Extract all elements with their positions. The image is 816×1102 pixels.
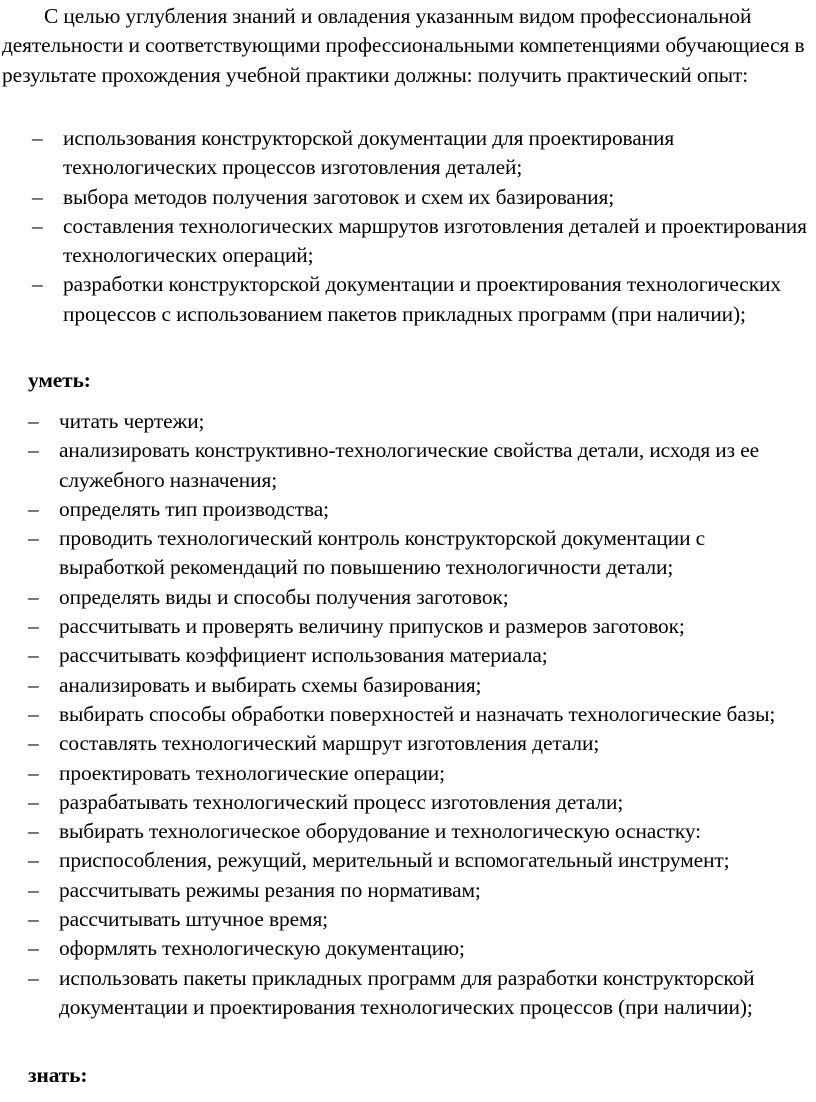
list-item <box>28 846 813 875</box>
list-item <box>32 270 813 329</box>
dash-bullet: – <box>32 184 43 209</box>
list-item <box>28 934 813 963</box>
dash-bullet: – <box>28 701 39 726</box>
list-item-text: составления технологических маршрутов изготовления деталей и проектирования технологических операций; <box>63 213 807 268</box>
list-item-text: определять виды и способы получения заготовок; <box>59 584 509 609</box>
list-item <box>32 212 813 271</box>
list-item-text: читать чертежи; <box>59 409 205 433</box>
dash-bullet: – <box>32 213 43 238</box>
dash-bullet: – <box>28 672 39 697</box>
list-item-text: рассчитывать коэффициент использования материала; <box>59 643 548 668</box>
dash-bullet: – <box>28 819 39 844</box>
list-item-text: оформлять технологическую документацию; <box>59 936 465 961</box>
list-item <box>28 729 813 758</box>
list-item-text: использования конструкторской документации для проектирования технологических процессов изготовления деталей; <box>63 126 675 180</box>
list-item <box>28 524 813 583</box>
list-item <box>28 495 813 524</box>
list-item <box>28 759 813 788</box>
list-item <box>28 817 813 846</box>
dash-bullet: – <box>28 907 39 932</box>
skills-list <box>28 407 813 1022</box>
list-item-text: проводить технологический контроль конструкторской документации с выработкой рекомендаций по повышению технологичности детали; <box>59 526 706 580</box>
list-item <box>28 641 813 670</box>
list-item <box>28 700 813 729</box>
dash-bullet: – <box>28 409 39 433</box>
list-item-text: составлять технологический маршрут изготовления детали; <box>59 731 600 756</box>
dash-bullet: – <box>32 126 43 150</box>
intro-paragraph: С целью углубления знаний и овладения указанным видом профессиональной деятельности и соответствующими профессиональными компетенциями обучающиеся в результате прохождения учебной практики должны: получить практический опыт: <box>2 4 805 87</box>
list-item-text: рассчитывать режимы резания по нормативам; <box>59 877 481 902</box>
list-item-text: проектировать технологические операции; <box>59 760 445 785</box>
list-item <box>28 612 813 641</box>
experience-list <box>32 124 813 329</box>
dash-bullet: – <box>28 496 39 521</box>
dash-bullet: – <box>28 584 39 609</box>
list-item-text: определять тип производства; <box>59 496 329 521</box>
list-item <box>28 905 813 934</box>
dash-bullet: – <box>28 760 39 785</box>
list-item-text: разрабатывать технологический процесс изготовления детали; <box>59 789 624 814</box>
list-item <box>32 124 813 183</box>
dash-bullet: – <box>28 614 39 639</box>
list-item-text: выбирать способы обработки поверхностей и назначать технологические базы; <box>59 701 776 726</box>
dash-bullet: – <box>28 848 39 873</box>
knowledge-heading: знать: <box>28 1063 88 1087</box>
dash-bullet: – <box>28 438 39 463</box>
list-item <box>28 436 813 495</box>
list-item <box>28 788 813 817</box>
list-item <box>28 583 813 612</box>
list-item <box>28 407 813 436</box>
list-item-text: анализировать и выбирать схемы базирования; <box>59 672 482 697</box>
dash-bullet: – <box>32 272 43 297</box>
list-item-text: анализировать конструктивно-технологические свойства детали, исходя из ее служебного назначения; <box>59 438 760 492</box>
list-item-text: использовать пакеты прикладных программ для разработки конструкторской документации и проектирования технологических процессов (при наличии); <box>59 965 755 1019</box>
list-item-text: разработки конструкторской документации и проектирования технологических процессов с использованием пакетов прикладных программ (при наличии); <box>63 272 781 326</box>
skills-heading: уметь: <box>28 368 91 392</box>
dash-bullet: – <box>28 877 39 902</box>
dash-bullet: – <box>28 526 39 551</box>
list-item <box>28 671 813 700</box>
list-item-text: выбора методов получения заготовок и схем их базирования; <box>63 184 615 209</box>
dash-bullet: – <box>28 731 39 756</box>
list-item <box>32 183 813 212</box>
list-item-text: рассчитывать и проверять величину припусков и размеров заготовок; <box>59 614 685 639</box>
dash-bullet: – <box>28 643 39 668</box>
list-item-text: приспособления, режущий, мерительный и вспомогательный инструмент; <box>59 848 730 873</box>
list-item-text: рассчитывать штучное время; <box>59 907 329 932</box>
list-item <box>28 964 813 1023</box>
list-item-text: выбирать технологическое оборудование и технологическую оснастку: <box>59 819 701 844</box>
list-item <box>28 876 813 905</box>
dash-bullet: – <box>28 789 39 814</box>
dash-bullet: – <box>28 936 39 961</box>
dash-bullet: – <box>28 965 39 990</box>
